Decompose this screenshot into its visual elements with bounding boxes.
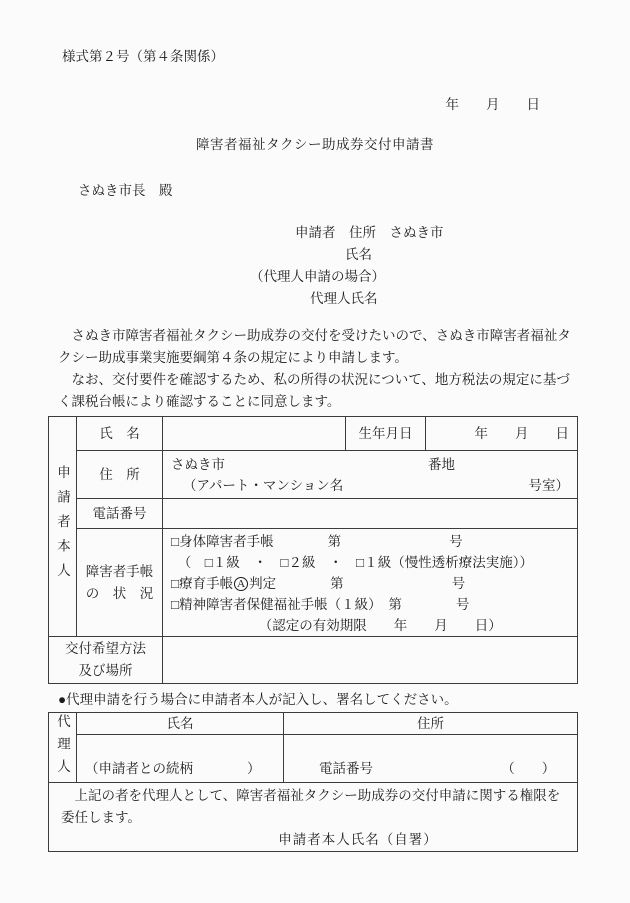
proxy-table: [48, 712, 578, 852]
body-paragraphs: [58, 325, 578, 413]
address-line-2: [171, 475, 569, 496]
proxy-group-label: 代理人: [49, 713, 77, 783]
address-value-cell: [163, 451, 578, 499]
table-row: [49, 637, 578, 684]
delegation-text: 上記の者を代理人として、障害者福祉タクシー助成券の交付申請に関する権限を委任します。: [61, 788, 561, 825]
table-row: [49, 735, 578, 783]
table-row: [49, 417, 578, 451]
address-banchi: 番地: [428, 456, 455, 472]
table-row: [49, 783, 578, 852]
birthdate-label: 生年月日: [346, 417, 426, 451]
form-number: 様式第２号（第４条関係）: [62, 49, 224, 64]
name-value-cell: [163, 417, 346, 451]
address-apartment: （アパート・マンション名: [183, 477, 344, 493]
body-paragraph-1: さぬき市障害者福祉タクシー助成券の交付を受けたいので、さぬき市障害者福祉タクシー助成事業実施要綱第４条の規定により申請します。: [58, 328, 571, 365]
applicant-group-label: 申請者本人: [49, 417, 77, 637]
phone-label: 電話番号: [77, 499, 163, 529]
proxy-relationship-cell: （申請者との続柄 ）: [77, 735, 284, 783]
techou-status-cell: [163, 529, 578, 637]
delegation-cell: [49, 783, 578, 852]
page-title: 障害者福祉タクシー助成券交付申請書: [196, 137, 434, 152]
delivery-method-label: 交付希望方法 及び場所: [49, 637, 163, 684]
table-row: [49, 529, 578, 637]
techou-status-label: 障害者手帳 の 状 況: [77, 529, 163, 637]
address-room: 号室）: [528, 477, 569, 493]
checkbox-line-ryoiku: □療育手帳 A 判定 第 号: [171, 576, 466, 591]
address-line-1: [171, 454, 569, 475]
proxy-case-line: （代理人申請の場合）: [250, 269, 385, 284]
proxy-name-line: 代理人氏名: [310, 291, 378, 306]
phone-value-cell: [163, 499, 578, 529]
applicant-address-line: 申請者 住所 さぬき市: [295, 225, 444, 240]
table-row: [49, 451, 578, 499]
checkbox-line-seishin: □精神障害者保健福祉手帳（１級） 第 号: [171, 597, 470, 612]
date-line: 年 月 日: [445, 97, 540, 112]
applicant-heading-block: [0, 222, 630, 310]
proxy-note: ●代理申請を行う場合に申請者本人が記入し、署名してください。: [58, 692, 458, 707]
checkbox-line-grades: （ □１級 ・ □２級 ・ □１級（慢性透析療法実施））: [171, 555, 533, 570]
table-row: [49, 499, 578, 529]
address-city: さぬき市: [171, 456, 225, 472]
table-row: [49, 713, 578, 735]
checkbox-line-shintai: □身体障害者手帳 第 号: [171, 534, 463, 549]
name-label: 氏 名: [77, 417, 163, 451]
proxy-name-header: 氏名: [77, 713, 284, 735]
addressee: さぬき市長 殿: [78, 183, 173, 198]
validity-period-line: （認定の有効期限 年 月 日）: [171, 618, 502, 633]
circled-a-icon: A: [234, 577, 248, 591]
proxy-address-header: 住所: [284, 713, 578, 735]
applicant-name-line: 氏名: [345, 247, 372, 262]
proxy-phone-cell: 電話番号 （ ）: [284, 735, 578, 783]
applicant-table: [48, 416, 578, 684]
delivery-method-cell: [163, 637, 578, 684]
body-paragraph-2: なお、交付要件を確認するため、私の所得の状況について、地方税法の規定に基づく課税台帳により確認することに同意します。: [58, 372, 570, 409]
birthdate-value-cell: 年 月 日: [426, 417, 578, 451]
signature-line: 申請者本人氏名（自署）: [278, 832, 438, 847]
address-label: 住 所: [77, 451, 163, 499]
